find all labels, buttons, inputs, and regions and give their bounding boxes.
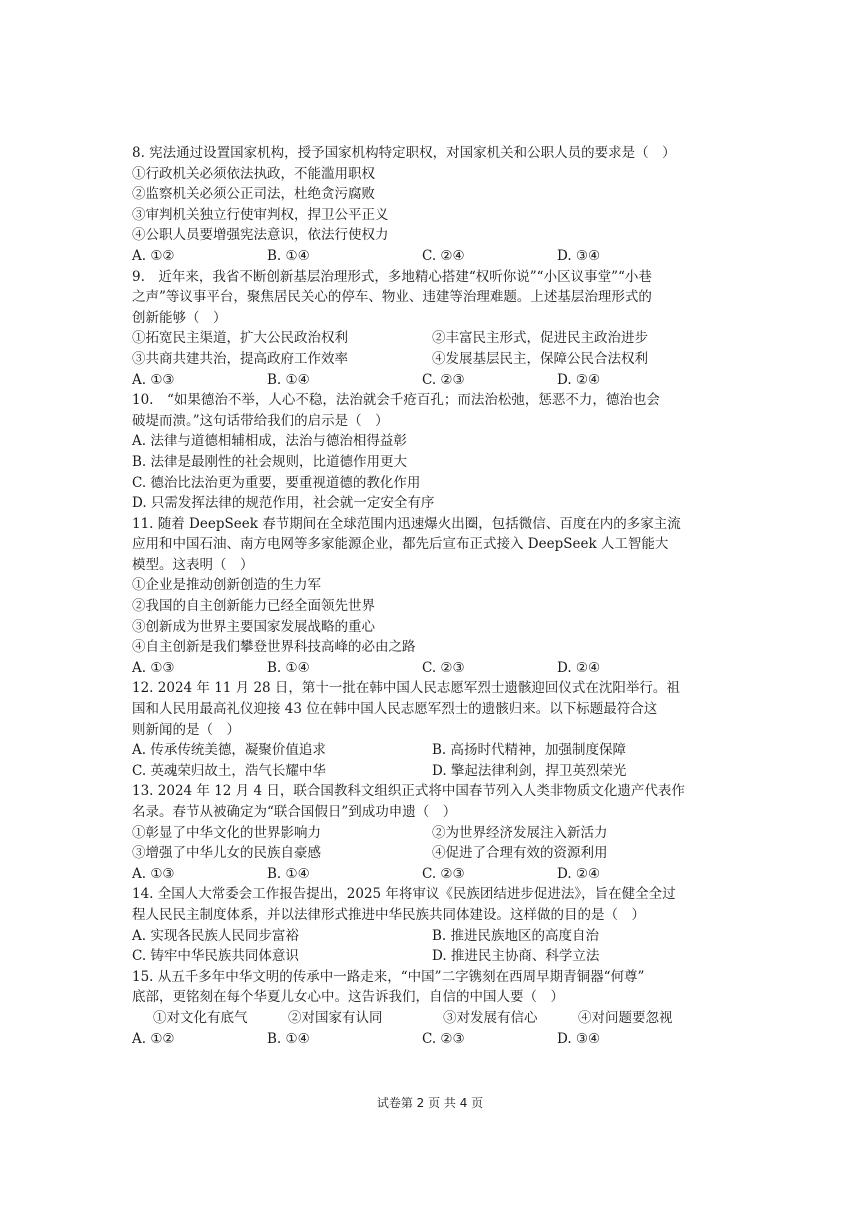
option-c: C. ②③: [422, 1030, 465, 1047]
answer-options: [132, 864, 692, 885]
option-c: C. 英魂荣归故土，浩气长耀中华: [132, 762, 326, 779]
statement-item: ①行政机关必须依法执政，不能滥用职权: [132, 165, 375, 182]
question-13: [132, 781, 692, 884]
statement-item: ③审判机关独立行使审判权，捍卫公平正义: [132, 206, 389, 223]
answer-options: [132, 370, 692, 391]
question-9: [132, 267, 692, 391]
question-stem: 14. 全国人大常委会工作报告提出，2025 年将审议《民族团结进步促进法》，旨在健全全过: [132, 886, 676, 903]
statement-row: [132, 349, 692, 370]
statement-item: ①拓宽民主渠道，扩大公民政治权利: [132, 330, 348, 347]
question-stem: 之声”等议事平台，聚焦居民关心的停车、物业、违建等治理难题。上述基层治理形式的: [132, 289, 652, 306]
answer-options: [132, 658, 692, 679]
option-row: [132, 761, 692, 782]
option-row: [132, 946, 692, 967]
statement-item: ③共商共建共治，提高政府工作效率: [132, 350, 348, 367]
option-d: D. ②④: [557, 371, 601, 388]
question-stem: 破堤而溃。”这句话带给我们的启示是（ ）: [132, 412, 389, 429]
option-d: D. ③④: [557, 247, 601, 264]
option-d: D. 只需发挥法律的规范作用，社会就一定安全有序: [132, 495, 435, 512]
statement-item: ②对国家有认同: [288, 1009, 383, 1026]
statement-item: ④发展基层民主，保障公民合法权利: [432, 350, 648, 367]
statement-item: ②为世界经济发展注入新活力: [432, 824, 608, 841]
question-stem: 国和人民用最高礼仪迎接 43 位在韩中国人民志愿军烈士的遗骸归来。以下标题最符合这: [132, 701, 658, 718]
option-a: A. ①②: [132, 1030, 175, 1047]
option-a: A. 法律与道德相辅相成，法治与德治相得益彰: [132, 433, 407, 450]
answer-options: [132, 1029, 692, 1050]
statement-item: ①彰显了中华文化的世界影响力: [132, 824, 321, 841]
statement-item: ②丰富民主形式，促进民主政治进步: [432, 330, 648, 347]
question-stem: 程人民民主制度体系，并以法律形式推进中华民族共同体建设。这样做的目的是（ ）: [132, 906, 645, 923]
statement-item: ④公职人员要增强宪法意识，依法行使权力: [132, 227, 389, 244]
question-stem: 则新闻的是（ ）: [132, 721, 240, 738]
statement-row: [132, 1008, 692, 1029]
question-stem: 9. 近年来，我省不断创新基层治理形式，多地精心搭建“权听你说”“小区议事堂”“小巷: [132, 268, 652, 285]
option-c: C. ②③: [422, 659, 465, 676]
statement-item: ③创新成为世界主要国家发展战略的重心: [132, 618, 375, 635]
option-b: B. 推进民族地区的高度自治: [432, 927, 600, 944]
option-c: C. 铸牢中华民族共同体意识: [132, 948, 299, 965]
question-12: [132, 678, 692, 781]
option-c: C. ②④: [422, 247, 465, 264]
option-c: C. ②③: [422, 371, 465, 388]
statement-item: ③增强了中华儿女的民族自豪感: [132, 845, 321, 862]
option-d: D. ②④: [557, 865, 601, 882]
option-a: A. ①②: [132, 247, 175, 264]
question-stem: 15. 从五千多年中华文明的传承中一路走来，“中国”二字镌刻在西周早期青铜器“何尊”: [132, 968, 645, 985]
statement-item: ④对问题要忽视: [578, 1009, 673, 1026]
question-stem: 模型。这表明（ ）: [132, 556, 254, 573]
statement-item: ①企业是推动创新创造的生力军: [132, 577, 321, 594]
option-b: B. 法律是最刚性的社会规则，比道德作用更大: [132, 453, 408, 470]
option-b: B. ①④: [267, 371, 310, 388]
statement-item: ①对文化有底气: [153, 1009, 248, 1026]
question-stem: 名录。春节从被确定为“联合国假日”到成功申遗（ ）: [132, 804, 457, 820]
question-stem: 创新能够（ ）: [132, 309, 227, 326]
question-11: [132, 514, 692, 679]
question-stem: 应用和中国石油、南方电网等多家能源企业，都先后宣布正式接入 DeepSeek 人工智能大: [132, 536, 669, 553]
question-stem: 13. 2024 年 12 月 4 日，联合国教科文组织正式将中国春节列入人类非物质文化遗产代表作: [132, 783, 685, 800]
question-10: [132, 390, 692, 514]
option-b: B. ①④: [267, 247, 310, 264]
question-8: [132, 143, 692, 267]
question-stem: 8. 宪法通过设置国家机构，授予国家机构特定职权，对国家机关和公职人员的要求是（ ）: [132, 145, 676, 161]
question-list: [132, 143, 692, 1049]
question-14: [132, 884, 692, 966]
option-b: B. ①④: [267, 1030, 310, 1047]
answer-options: [132, 246, 692, 267]
page-footer: 试卷第 2 页 共 4 页: [376, 1096, 484, 1110]
statement-row: [132, 823, 692, 844]
option-d: D. ③④: [557, 1030, 601, 1047]
statement-item: ④促进了合理有效的资源利用: [432, 845, 608, 862]
option-d: D. 擎起法律利剑，捍卫英烈荣光: [432, 762, 627, 779]
question-stem: 10. “如果德治不举，人心不稳，法治就会千疮百孔；而法治松弛，惩恶不力，德治也会: [132, 392, 660, 409]
question-stem: 12. 2024 年 11 月 28 日，第十一批在韩中国人民志愿军烈士遗骸迎回仪式在沈阳举行。祖: [132, 680, 680, 697]
option-a: A. ①③: [132, 659, 175, 676]
statement-item: ④自主创新是我们攀登世界科技高峰的必由之路: [132, 639, 416, 656]
option-b: B. ①④: [267, 865, 310, 882]
option-b: B. ①④: [267, 659, 310, 676]
option-c: C. ②③: [422, 865, 465, 882]
option-row: [132, 926, 692, 947]
option-c: C. 德治比法治更为重要，要重视道德的教化作用: [132, 474, 421, 491]
option-a: A. 传承传统美德，凝聚价值追求: [132, 742, 326, 759]
option-row: [132, 740, 692, 761]
question-15: [132, 967, 692, 1049]
statement-item: ②监察机关必须公正司法，杜绝贪污腐败: [132, 186, 375, 203]
option-d: D. 推进民主协商、科学立法: [432, 948, 600, 965]
option-d: D. ②④: [557, 659, 601, 676]
option-a: A. 实现各民族人民同步富裕: [132, 927, 299, 944]
option-a: A. ①③: [132, 865, 175, 882]
option-b: B. 高扬时代精神，加强制度保障: [432, 742, 627, 759]
question-stem: 11. 随着 DeepSeek 春节期间在全球范围内迅速爆火出圈，包括微信、百度在内的多家主流: [132, 515, 681, 532]
statement-row: [132, 843, 692, 864]
statement-item: ③对发展有信心: [443, 1009, 538, 1026]
statement-row: [132, 328, 692, 349]
question-stem: 底部，更铭刻在每个华夏儿女心中。这告诉我们，自信的中国人要（ ）: [132, 989, 564, 1006]
statement-item: ②我国的自主创新能力已经全面领先世界: [132, 598, 375, 615]
option-a: A. ①③: [132, 371, 175, 388]
